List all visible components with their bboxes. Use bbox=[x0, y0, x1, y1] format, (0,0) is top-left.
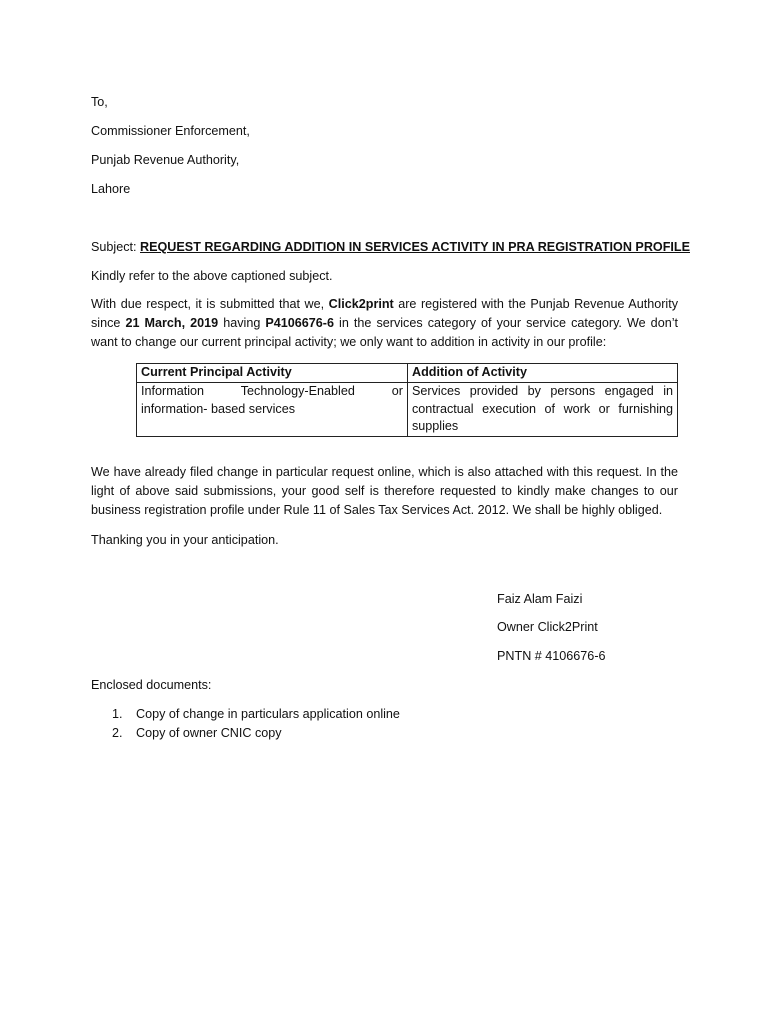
recipient-city: Lahore bbox=[91, 182, 131, 196]
recipient-organization: Punjab Revenue Authority, bbox=[91, 153, 240, 167]
addition-activity-cell: Services provided by persons engaged in contractual execution of work or furnishing supplies bbox=[408, 383, 678, 437]
list-item: 2. Copy of owner CNIC copy bbox=[112, 726, 282, 740]
subject-line bbox=[91, 238, 690, 256]
table-row bbox=[137, 383, 678, 437]
header-current-activity: Current Principal Activity bbox=[137, 364, 408, 383]
body-paragraph-1 bbox=[91, 295, 678, 352]
intro-text: Kindly refer to the above captioned subject. bbox=[91, 269, 333, 283]
signatory-name: Faiz Alam Faizi bbox=[497, 592, 583, 606]
body1-row-2: since 21 March, 2019 having P4106676-6 in the services category of your service category. We don’t bbox=[91, 316, 678, 330]
registration-number: P4106676-6 bbox=[265, 316, 335, 330]
body1-row-3: want to change our current principal activity; we only want to addition in activity in our profile: bbox=[91, 335, 607, 349]
subject-text: REQUEST REGARDING ADDITION IN SERVICES ACTIVITY IN PRA REGISTRATION PROFILE bbox=[140, 240, 690, 254]
company-name: Click2print bbox=[328, 297, 394, 311]
header-addition-activity: Addition of Activity bbox=[408, 364, 678, 383]
body-paragraph-2: We have already filed change in particular request online, which is also attached with this request. In the light of above said submissions, your good self is therefore requested to kindly make changes to our business registration profile under Rule 11 of Sales Tax Services Act. 2012. We shall be highly obliged. bbox=[91, 465, 678, 517]
list-item: 1. Copy of change in particulars application online bbox=[112, 707, 400, 721]
table-header-row bbox=[137, 364, 678, 383]
subject-label: Subject: bbox=[91, 240, 141, 254]
signatory-pntn: PNTN # 4106676-6 bbox=[497, 649, 606, 663]
recipient-title: Commissioner Enforcement, bbox=[91, 124, 250, 138]
salutation-to: To, bbox=[91, 95, 108, 109]
registration-date: 21 March, 2019 bbox=[125, 316, 219, 330]
enclosed-heading: Enclosed documents: bbox=[91, 678, 212, 692]
body1-row-1: With due respect, it is submitted that we, Click2print are registered with the Punjab Revenue Authority bbox=[91, 297, 678, 311]
signatory-designation: Owner Click2Print bbox=[497, 620, 598, 634]
activity-table bbox=[136, 363, 678, 437]
enclosed-list bbox=[91, 705, 400, 743]
closing-text: Thanking you in your anticipation. bbox=[91, 533, 279, 547]
current-activity-cell: Information Technology-Enabled or information- based services bbox=[137, 383, 408, 437]
